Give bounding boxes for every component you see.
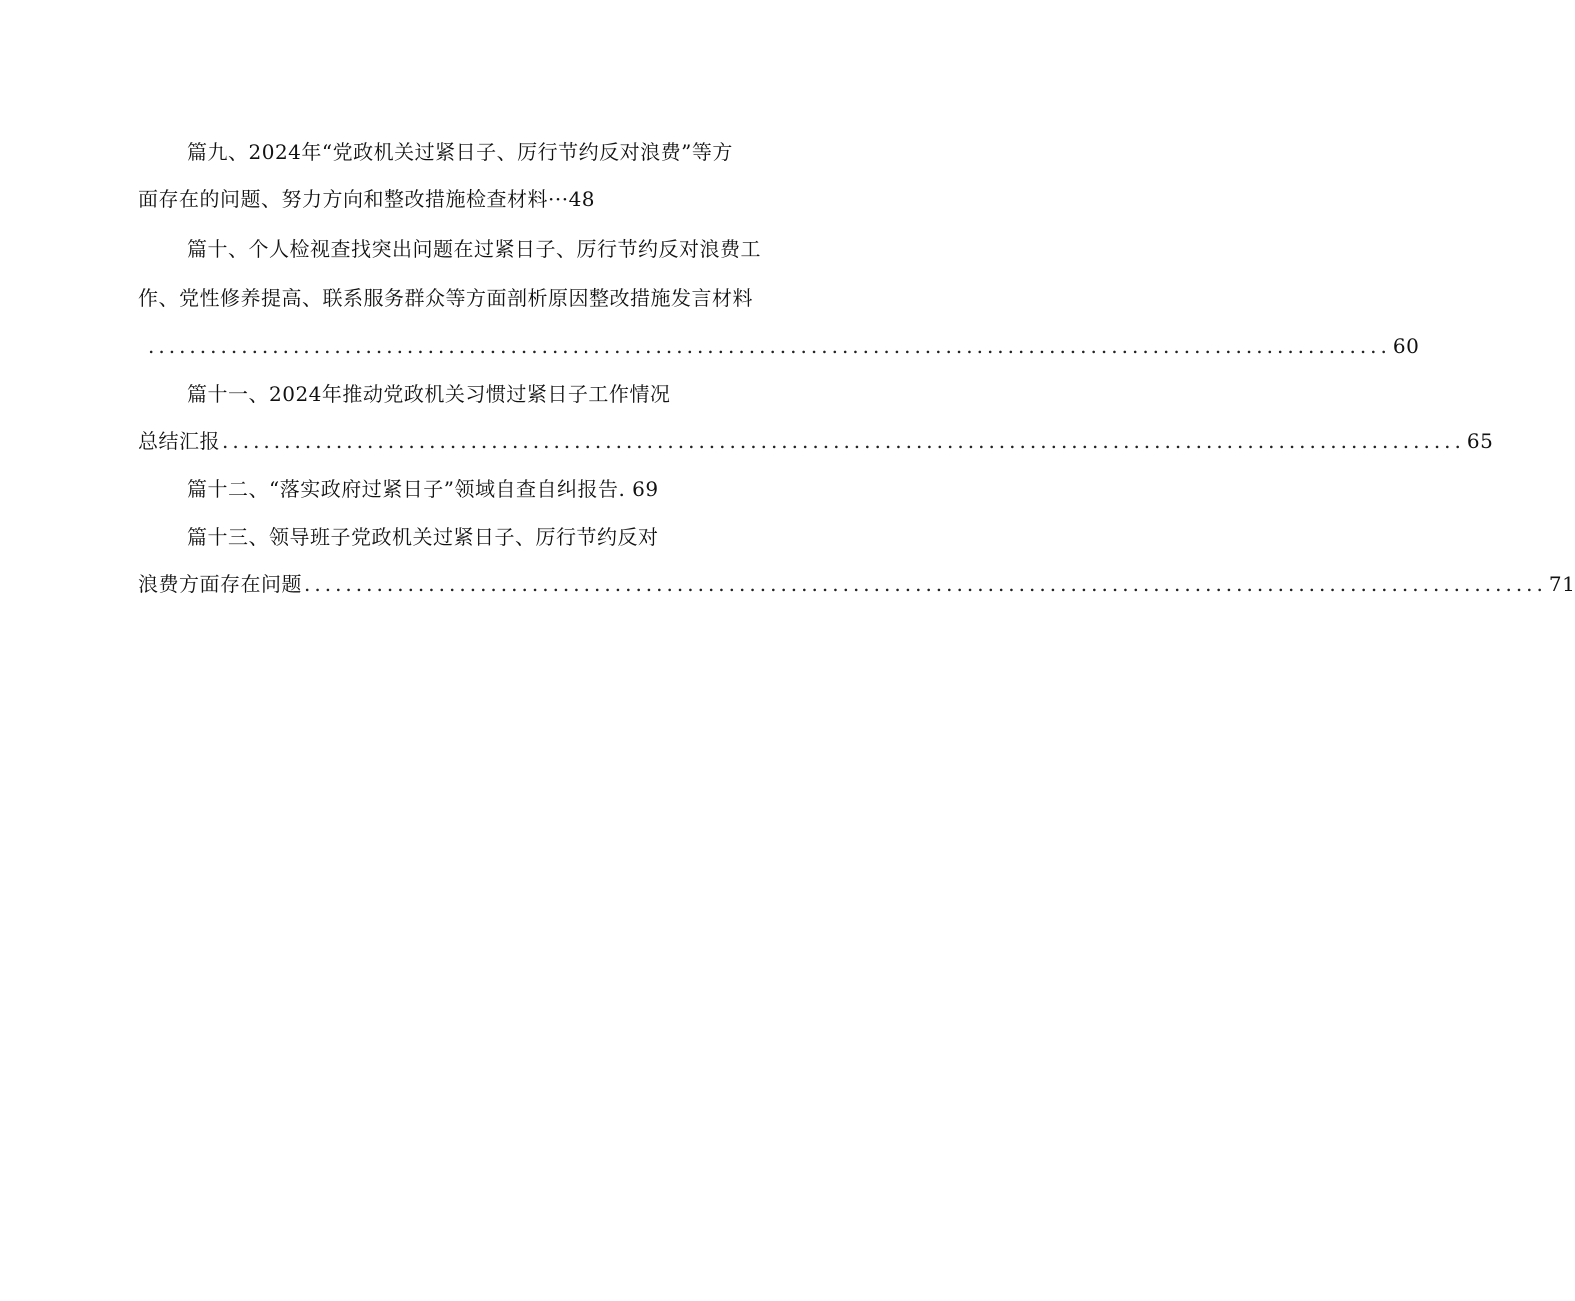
toc-entry-10-line-2: 作、党性修养提高、联系服务群众等方面剖析原因整改措施发言材料 [138, 286, 753, 310]
toc-entry-11-leader-line [138, 427, 1494, 455]
toc-entry-10-page-number: 60 [1392, 334, 1420, 358]
toc-entry-10-leader-line [146, 332, 1420, 360]
toc-entry-11-page-number: 65 [1466, 429, 1494, 453]
dot-leader: ........................................................................................................................ [222, 429, 1465, 453]
toc-entry-13-leader-line [138, 570, 1575, 598]
toc-entry-11-leader-text: 总结汇报 [138, 429, 220, 453]
toc-entry-13-leader-text: 浪费方面存在问题 [138, 572, 302, 596]
dot-leader: ........................................................................................................................ [148, 334, 1391, 358]
toc-entry-11-line-1: 篇十一、2024年推动党政机关习惯过紧日子工作情况 [187, 382, 671, 406]
toc-entry-13-page-number: 71 [1548, 572, 1575, 596]
toc-entry-13-line-1: 篇十三、领导班子党政机关过紧日子、厉行节约反对 [187, 525, 659, 549]
toc-entry-9-line-1: 篇九、2024年“党政机关过紧日子、厉行节约反对浪费”等方 [187, 140, 733, 164]
toc-entry-9-line-2: 面存在的问题、努力方向和整改措施检查材料···48 [138, 187, 596, 211]
toc-entry-12-line-1: 篇十二、“落实政府过紧日子”领域自查自纠报告. 69 [187, 477, 659, 501]
toc-entry-10-line-1: 篇十、个人检视查找突出问题在过紧日子、厉行节约反对浪费工 [187, 237, 761, 261]
dot-leader: ........................................................................................................................ [304, 572, 1547, 596]
